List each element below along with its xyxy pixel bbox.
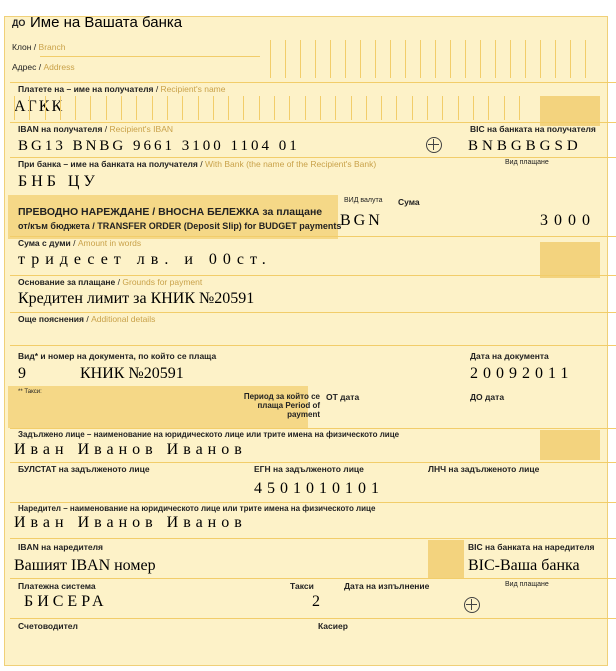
ordering-iban-value[interactable]: Вашият IBAN номер xyxy=(14,557,156,574)
recipient-bic-value[interactable]: BNBGBGSD xyxy=(468,138,582,154)
lnch-label: ЛНЧ на задълженото лице xyxy=(428,464,540,474)
divider xyxy=(10,618,616,619)
divider xyxy=(10,275,616,276)
ordering-iban-label: IBAN на наредителя xyxy=(18,542,104,552)
divider xyxy=(10,502,616,503)
recipient-bank-value[interactable]: БНБ ЦУ xyxy=(18,173,99,190)
divider xyxy=(10,82,616,83)
cashier-label: Касиер xyxy=(318,621,348,631)
currency-label: ВИД валута xyxy=(344,197,383,204)
system-label: Платежна система xyxy=(18,581,96,591)
document-label: Вид* и номер на документа, по който се плаща xyxy=(18,351,217,361)
divider xyxy=(10,312,616,313)
to-date-label: ДО дата xyxy=(470,392,505,402)
amount-value[interactable]: 3000 xyxy=(540,212,596,229)
document-number-value[interactable]: КНИК №20591 xyxy=(80,365,184,382)
egn-value[interactable]: 4501010101 xyxy=(254,480,384,497)
recipient-iban-label: IBAN на получателя / Recipient's IBAN xyxy=(18,124,174,134)
divider xyxy=(10,428,616,429)
document-date-label: Дата на документа xyxy=(470,351,549,361)
form-title-line1: ПРЕВОДНО НАРЕЖДАНЕ / ВНОСНА БЕЛЕЖКА за плащане xyxy=(18,206,323,218)
obligor-value[interactable]: Иван Иванов Иванов xyxy=(14,441,247,458)
address-label: Адрес / Address xyxy=(12,62,75,72)
divider xyxy=(10,157,616,158)
period-label: Период за който се плаща Period of payment xyxy=(243,392,320,419)
ordering-label: Наредител – наименование на юридическото лице или трите имена на физическото лице xyxy=(18,504,376,513)
payment-kind-label: Вид плащане xyxy=(505,159,549,166)
document-date-value[interactable]: 20092011 xyxy=(470,365,574,382)
to-label: ДО xyxy=(12,18,26,28)
bulstat-label: БУЛСТАТ на задълженото лице xyxy=(18,464,150,474)
branch-line xyxy=(40,56,260,57)
stamp-box-2 xyxy=(540,242,600,278)
egn-label: ЕГН на задълженото лице xyxy=(254,464,364,474)
grounds-value[interactable]: Кредитен лимит за КНИК №20591 xyxy=(18,290,255,307)
divider xyxy=(10,236,616,237)
from-date-label: ОТ дата xyxy=(326,392,360,402)
recipient-bank-label: При банка – име на банката на получателя / With Bank (the name of the Recipient's Bank) xyxy=(18,159,377,169)
recipient-grid xyxy=(14,96,534,120)
bank-name-value[interactable]: Име на Вашата банка xyxy=(30,14,183,31)
divider xyxy=(10,122,616,123)
fees-value[interactable]: 2 xyxy=(312,593,320,610)
exec-date-label: Дата на изпълнение xyxy=(344,581,430,591)
ordering-bic-value[interactable]: BIC-Ваша банка xyxy=(468,557,580,574)
tax-label: ** Такси: xyxy=(18,389,42,395)
ordering-value[interactable]: Иван Иванов Иванов xyxy=(14,514,247,531)
document-type-value[interactable]: 9 xyxy=(18,365,26,382)
currency-value[interactable]: BGN xyxy=(340,212,383,229)
divider xyxy=(10,462,616,463)
bic-separator-box xyxy=(428,540,464,578)
divider xyxy=(10,345,616,346)
obligor-label: Задължено лице – наименование на юридическото лице или трите имена на физическото лице xyxy=(18,430,400,439)
divider xyxy=(10,538,616,539)
details-label: Още пояснения / Additional details xyxy=(18,314,156,324)
recipient-bic-label: BIC на банката на получателя xyxy=(470,124,596,134)
recipient-label: Платете на – име на получателя / Recipient's name xyxy=(18,84,226,94)
recipient-iban-value[interactable]: BG13 BNBG 9661 3100 1104 01 xyxy=(18,138,300,154)
stamp-box-3 xyxy=(540,430,600,460)
grounds-label: Основание за плащане / Grounds for payment xyxy=(18,277,203,287)
accountant-label: Счетоводител xyxy=(18,621,78,631)
crosshair-icon xyxy=(426,137,442,153)
divider xyxy=(10,578,616,579)
amount-words-label: Сума с думи / Amount in words xyxy=(18,238,142,248)
system-payment-kind-label: Вид плащане xyxy=(505,581,549,588)
branch-label: Клон / Branch xyxy=(12,42,66,52)
crosshair-icon xyxy=(464,597,480,613)
fees-label: Такси xyxy=(290,581,314,591)
recipient-value[interactable]: АГКК xyxy=(14,98,65,115)
registration-grid xyxy=(270,40,600,78)
amount-label: Сума xyxy=(398,197,420,207)
amount-words-value[interactable]: тридесет лв. и 00ст. xyxy=(18,251,272,268)
form-title-line2: от/към бюджета / TRANSFER ORDER (Deposit Slip) for BUDGET payments xyxy=(18,221,342,231)
system-value[interactable]: БИСЕРА xyxy=(24,593,108,610)
ordering-bic-label: BIC на банката на наредителя xyxy=(468,542,595,552)
